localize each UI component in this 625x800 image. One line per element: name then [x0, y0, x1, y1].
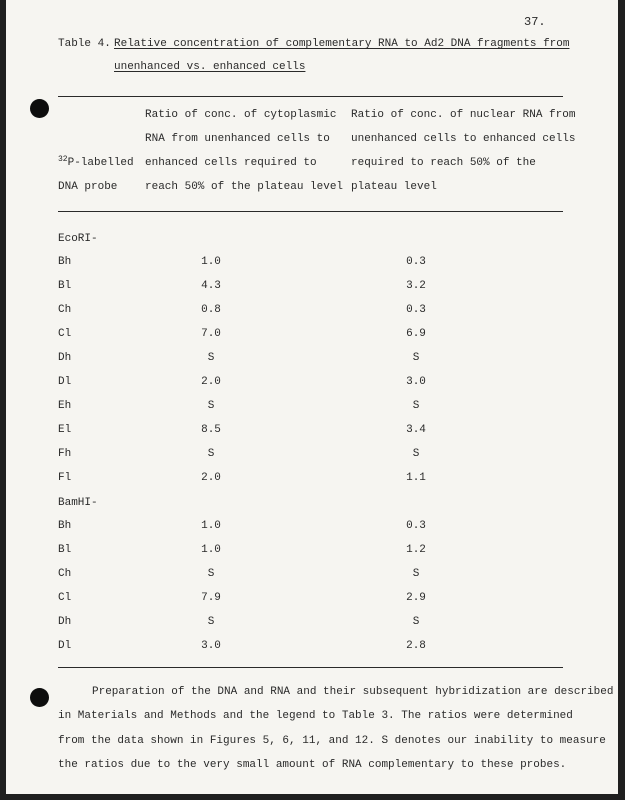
table-title-line2: unenhanced vs. enhanced cells	[114, 61, 306, 73]
cyto-ratio-cell: 1.0	[201, 520, 221, 532]
footnote-line: from the data shown in Figures 5, 6, 11, and 12. S denotes our inability to measure	[58, 735, 606, 747]
probe-cell: Bh	[58, 520, 72, 532]
probe-cell: Bl	[58, 280, 72, 292]
nuclear-ratio-cell: 3.2	[406, 280, 426, 292]
nuclear-ratio-cell: S	[412, 400, 420, 412]
probe-cell: Dh	[58, 616, 72, 628]
col2-header-line: required to reach 50% of the	[351, 157, 536, 169]
page-number: 37.	[524, 15, 546, 29]
probe-cell: Cl	[58, 328, 72, 340]
table-title-line1: Relative concentration of complementary RNA to Ad2 DNA fragments from	[114, 38, 570, 50]
cyto-ratio-cell: 1.0	[201, 544, 221, 556]
binder-hole-bottom	[30, 688, 49, 707]
footnote-line: Preparation of the DNA and RNA and their subsequent hybridization are described	[92, 686, 614, 698]
col1-header-line: RNA from unenhanced cells to	[145, 133, 330, 145]
probe-cell: Ch	[58, 568, 72, 580]
document-page	[6, 0, 618, 794]
header-bottom-rule	[58, 211, 563, 212]
probe-cell: Dl	[58, 376, 72, 388]
cyto-ratio-cell: 7.9	[201, 592, 221, 604]
nuclear-ratio-cell: S	[412, 448, 420, 460]
nuclear-ratio-cell: 2.8	[406, 640, 426, 652]
probe-cell: Eh	[58, 400, 72, 412]
probe-cell: El	[58, 424, 72, 436]
cyto-ratio-cell: 2.0	[201, 376, 221, 388]
col2-header-line: Ratio of conc. of nuclear RNA from	[351, 109, 576, 121]
isotope-superscript: 32	[58, 155, 68, 164]
section-label-bamhi: BamHI-	[58, 497, 98, 509]
nuclear-ratio-cell: 6.9	[406, 328, 426, 340]
nuclear-ratio-cell: 0.3	[406, 256, 426, 268]
nuclear-ratio-cell: 1.1	[406, 472, 426, 484]
probe-cell: Dl	[58, 640, 72, 652]
nuclear-ratio-cell: 3.0	[406, 376, 426, 388]
footnote-line: the ratios due to the very small amount of RNA complementary to these probes.	[58, 759, 567, 771]
probe-cell: Bl	[58, 544, 72, 556]
nuclear-ratio-cell: 0.3	[406, 520, 426, 532]
probe-cell: Cl	[58, 592, 72, 604]
col1-header-line: enhanced cells required to	[145, 157, 317, 169]
table-bottom-rule	[58, 667, 563, 668]
nuclear-ratio-cell: 1.2	[406, 544, 426, 556]
section-label-ecori: EcoRI-	[58, 233, 98, 245]
cyto-ratio-cell: 3.0	[201, 640, 221, 652]
probe-header-line1: P-labelled	[67, 157, 134, 169]
nuclear-ratio-cell: S	[412, 352, 420, 364]
cyto-ratio-cell: S	[207, 568, 215, 580]
table-label: Table 4.	[58, 38, 111, 50]
cyto-ratio-cell: 0.8	[201, 304, 221, 316]
cyto-ratio-cell: 1.0	[201, 256, 221, 268]
binder-hole-top	[30, 99, 49, 118]
probe-cell: Fl	[58, 472, 72, 484]
cyto-ratio-cell: 2.0	[201, 472, 221, 484]
cyto-ratio-cell: 4.3	[201, 280, 221, 292]
probe-cell: Bh	[58, 256, 72, 268]
footnote-line: in Materials and Methods and the legend to Table 3. The ratios were determined	[58, 710, 573, 722]
nuclear-ratio-cell: 2.9	[406, 592, 426, 604]
cyto-ratio-cell: S	[207, 448, 215, 460]
cyto-ratio-cell: S	[207, 400, 215, 412]
cyto-ratio-cell: S	[207, 352, 215, 364]
header-top-rule	[58, 96, 563, 97]
nuclear-ratio-cell: 3.4	[406, 424, 426, 436]
col2-header-line: plateau level	[351, 181, 437, 193]
cyto-ratio-cell: 8.5	[201, 424, 221, 436]
probe-header-line2: DNA probe	[58, 181, 118, 193]
nuclear-ratio-cell: 0.3	[406, 304, 426, 316]
probe-cell: Ch	[58, 304, 72, 316]
probe-cell: Dh	[58, 352, 72, 364]
col1-header-line: reach 50% of the plateau level	[145, 181, 344, 193]
cyto-ratio-cell: 7.0	[201, 328, 221, 340]
probe-cell: Fh	[58, 448, 72, 460]
col1-header-line: Ratio of conc. of cytoplasmic	[145, 109, 337, 121]
nuclear-ratio-cell: S	[412, 616, 420, 628]
nuclear-ratio-cell: S	[412, 568, 420, 580]
col2-header-line: unenhanced cells to enhanced cells	[351, 133, 576, 145]
cyto-ratio-cell: S	[207, 616, 215, 628]
